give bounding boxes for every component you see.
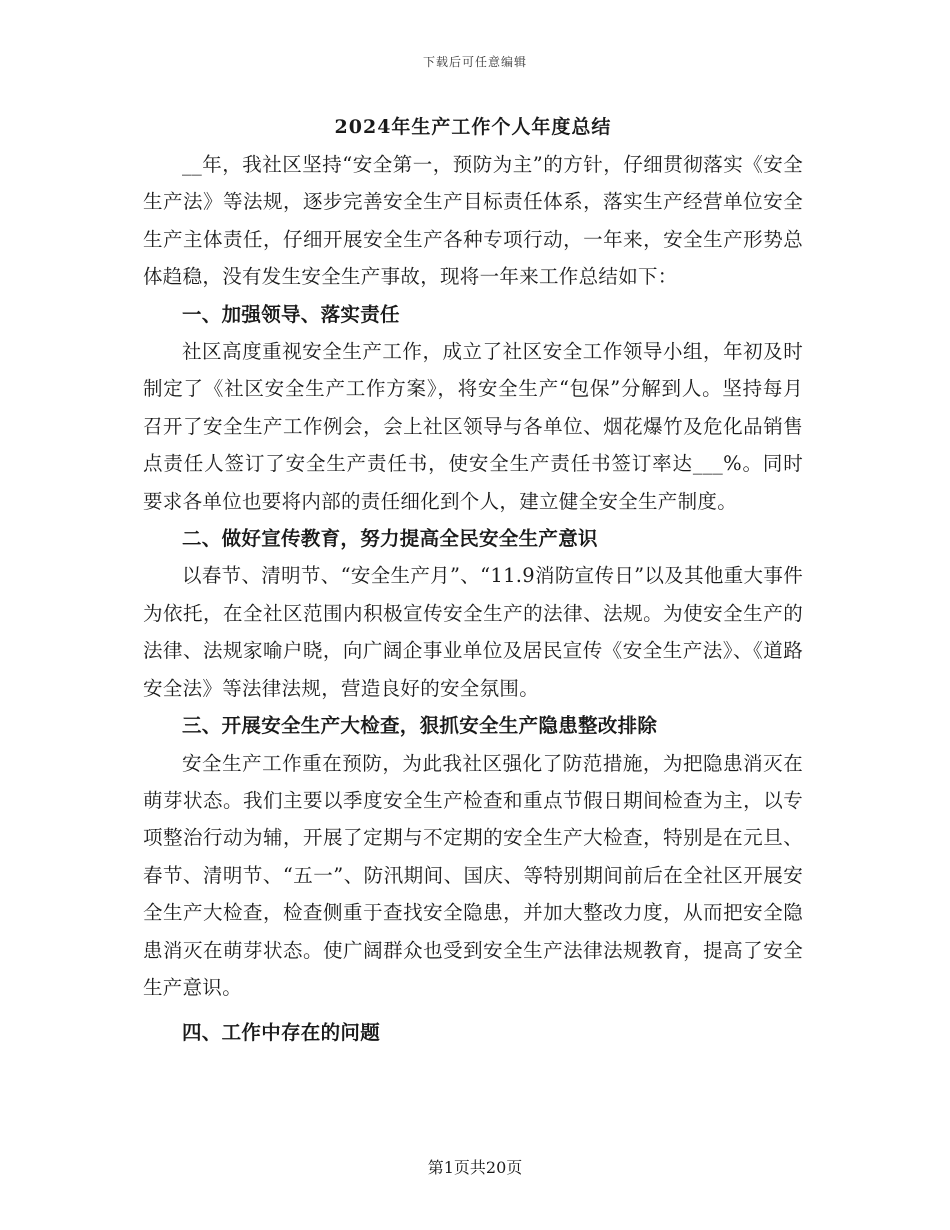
section-3-heading: 三、开展安全生产大检查，狠抓安全生产隐患整改排除 xyxy=(182,714,658,738)
section-1-heading: 一、加强领导、落实责任 xyxy=(182,302,400,326)
document-body xyxy=(143,112,803,1052)
header-note: 下载后可任意编辑 xyxy=(422,55,527,69)
section-1-body: 社区高度重视安全生产工作，成立了社区安全工作领导小组，年初及时制定了《社区安全生产工作方案》，将安全生产“包保”分解到人。坚持每月召开了安全生产工作例会，会上社区领导与各单位、烟花爆竹及危化品销售点责任人签订了安全生产责任书，使安全生产责任书签订率达___%。同时要求各单位也要将内部的责任细化到个人，建立健全安全生产制度。 xyxy=(143,340,803,513)
page-footer: 第1页共20页 xyxy=(427,1158,523,1177)
section-3-body: 安全生产工作重在预防，为此我社区强化了防范措施，为把隐患消灭在萌芽状态。我们主要以季度安全生产检查和重点节假日期间检查为主，以专项整治行动为辅，开展了定期与不定期的安全生产大检查，特别是在元旦、春节、清明节、“五一”、防汛期间、国庆、等特别期间前后在全社区开展安全生产大检查，检查侧重于查找安全隐患，并加大整改力度，从而把安全隐患消灭在萌芽状态。使广阔群众也受到安全生产法律法规教育，提高了安全生产意识。 xyxy=(143,751,803,999)
intro-paragraph: __年，我社区坚持“安全第一，预防为主”的方针，仔细贯彻落实《安全生产法》等法规，逐步完善安全生产目标责任体系，落实生产经营单位安全生产主体责任，仔细开展安全生产各种专项行动，一年来，安全生产形势总体趋稳，没有发生安全生产事故，现将一年来工作总结如下： xyxy=(143,153,803,289)
section-2-body: 以春节、清明节、“安全生产月”、“11.9消防宣传日”以及其他重大事件为依托，在全社区范围内积极宣传安全生产的法律、法规。为使安全生产的法律、法规家喻户晓，向广阔企事业单位及居民宣传《安全生产法》、《道路安全法》等法律法规，营造良好的安全氛围。 xyxy=(143,564,803,700)
section-2-heading: 二、做好宣传教育，努力提高全民安全生产意识 xyxy=(182,527,598,551)
section-4-heading: 四、工作中存在的问题 xyxy=(182,1021,381,1045)
document-title: 2024年生产工作个人年度总结 xyxy=(334,116,612,138)
